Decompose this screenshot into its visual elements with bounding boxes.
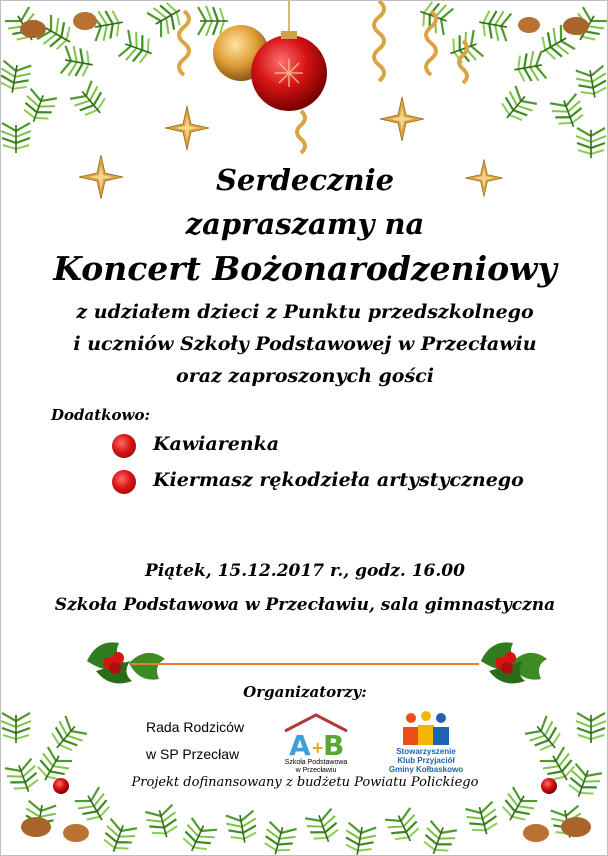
star-icon — [165, 106, 209, 150]
greeting-line-2: zapraszamy na — [185, 207, 425, 241]
club-logo-text-1: Stowarzyszenie — [396, 747, 456, 756]
venue: Szkoła Podstawowa w Przecławiu, sala gimnastyczna — [54, 595, 556, 615]
extras-item: Kiermasz rękodzieła artystycznego — [153, 469, 524, 491]
divider-line — [131, 663, 479, 665]
participants-line-3: oraz zaproszonych gości — [176, 365, 434, 387]
bullet-red-ball-icon — [112, 470, 136, 494]
school-house-logo-icon — [281, 711, 351, 761]
greeting-line-1: Serdecznie — [215, 163, 395, 197]
funding-note: Projekt dofinansowany z budżetu Powiatu Polickiego — [131, 775, 479, 790]
extras-item: Kawiarenka — [153, 433, 280, 455]
holly-right-icon — [481, 642, 547, 683]
school-logo — [281, 711, 351, 781]
parents-council-line-2: w SP Przecław — [146, 746, 240, 762]
participants-line-1: z udziałem dzieci z Punktu przedszkolnego — [76, 301, 534, 323]
participants-line-2: i uczniów Szkoły Podstawowej w Przecławiu — [73, 333, 537, 355]
date-time: Piątek, 15.12.2017 r., godz. 16.00 — [145, 561, 465, 581]
parents-council-line-1: Rada Rodziców — [146, 719, 245, 735]
extras-label: Dodatkowo: — [51, 406, 151, 424]
club-logo — [381, 711, 471, 781]
svg-text:B: B — [323, 729, 345, 761]
school-logo-text-1: Szkoła Podstawowa — [284, 759, 348, 766]
school-logo-text-2: w Przecławiu — [295, 767, 337, 774]
svg-text:A: A — [289, 729, 311, 761]
club-logo-text-3: Gminy Kołbaskowo — [388, 765, 464, 774]
bullet-red-ball-icon — [112, 434, 136, 458]
organizers-label: Organizatorzy: — [243, 683, 367, 701]
star-icon — [380, 97, 424, 141]
club-logo-text-2: Klub Przyjaciół — [397, 756, 455, 765]
people-group-logo-icon — [381, 711, 471, 747]
event-title: Koncert Bożonarodzeniowy — [53, 249, 557, 288]
svg-text:+: + — [311, 738, 325, 757]
